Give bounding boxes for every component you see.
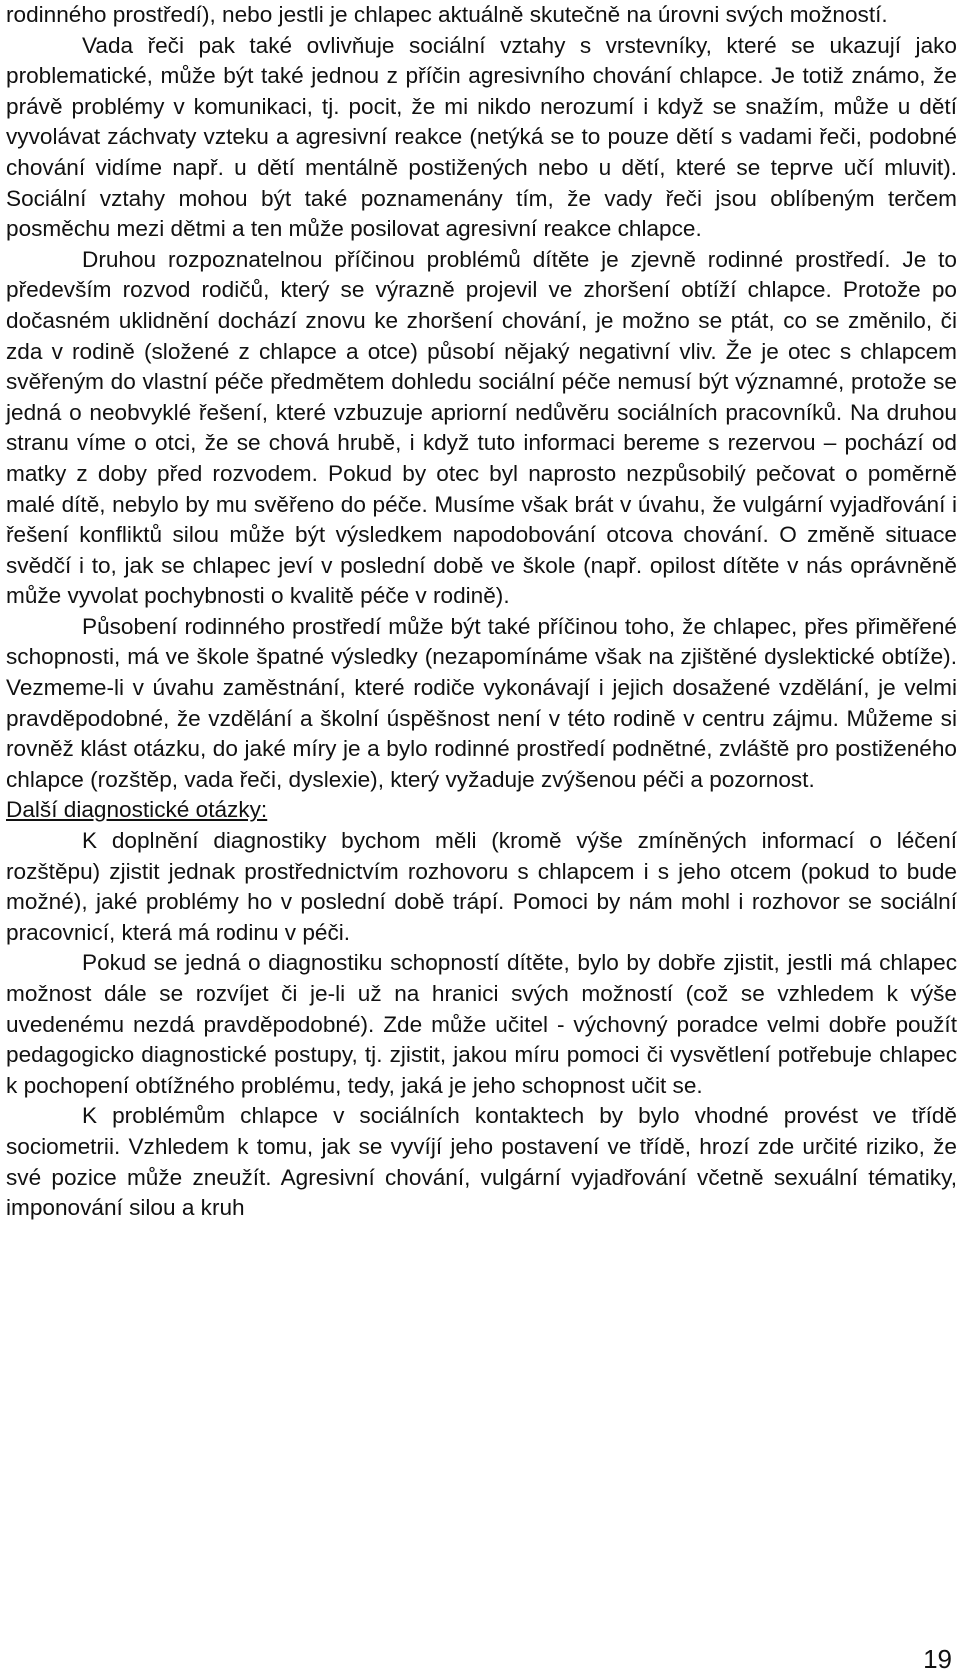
page-number: 19 — [923, 1644, 952, 1674]
paragraph: rodinného prostředí), nebo jestli je chlapec aktuálně skutečně na úrovni svých možností. — [6, 2, 888, 27]
paragraph: Druhou rozpoznatelnou příčinou problémů dítěte je zjevně rodinné prostředí. Je to především rozvod rodičů, který se výrazně projevil ve zhoršení obtíží chlapce. Protože po dočasném uklidnění dochází znovu ke zhoršení chování, je možno se ptát, co se změnilo, či zda v rodině (složené z chlapce a otce) působí nějaký negativní vliv. Že je otec s chlapcem svěřeným do vlastní péče předmětem dohledu sociální péče nemusí být významné, protože se jedná o neobvyklé řešení, které vzbuzuje apriorní nedůvěru sociálních pracovníků. Na druhou stranu víme o otci, že se chová hrubě, i když tuto informaci bereme s rezervou – pochází od matky z doby před rozvodem. Pokud by otec byl naprosto nezpůsobilý pečovat o poměrně malé dítě, nebylo by mu svěřeno do péče. Musíme však brát v úvahu, že vulgární vyjadřování i řešení konfliktů silou může být výsledkem napodobování otcova chování. O změně situace svědčí i to, jak se chlapec jeví v poslední době ve škole (např. opilost dítěte v nás oprávněně může vyvolat pochybnosti o kvalitě péče v rodině). — [6, 246, 957, 609]
paragraph: Pokud se jedná o diagnostiku schopností dítěte, bylo by dobře zjistit, jestli má chlapec možnost dále se rozvíjet či je-li už na hranici svých možností (což se vzhledem k výše uvedenému nezdá pravděpodobné). Zde může učitel - výchovný poradce velmi dobře použít pedagogicko diagnostické postupy, tj. zjistit, jakou míru pomoci či vysvětlení potřebuje chlapec k pochopení obtížného problému, tedy, jaká je jeho schopnost učit se. — [6, 950, 957, 1098]
paragraph: Působení rodinného prostředí může být také příčinou toho, že chlapec, přes přiměřené schopnosti, má ve škole špatné výsledky (nezapomínáme však na zjištěné dyslektické obtíže). Vezmeme-li v úvahu zaměstnání, které rodiče vykonávají i jejich dosažené vzdělání, je velmi pravděpodobné, že vzdělání a školní úspěšnost není v této rodině v centru zájmu. Můžeme si rovněž klást otázku, do jaké míry je a bylo rodinné prostředí podnětné, zvláště pro postiženého chlapce (rozštěp, vada řeči, dyslexie), který vyžaduje zvýšenou péči a pozornost. — [6, 613, 957, 792]
paragraph: Vada řeči pak také ovlivňuje sociální vztahy s vrstevníky, které se ukazují jako problematické, může být také jednou z příčin agresivního chování chlapce. Je totiž známo, že právě problémy v komunikaci, tj. pocit, že mi nikdo nerozumí i když se snažím, může u dětí vyvolávat záchvaty vzteku a agresivní reakce (netýká se to pouze dětí s vadami řeči, podobné chování vidíme např. u dětí mentálně postižených nebo u dětí, které se teprve učí mluvit). Sociální vztahy mohou být také poznamenány tím, že vady řeči jsou oblíbeným terčem posměchu mezi dětmi a ten může posilovat agresivní reakce chlapce. — [6, 32, 957, 242]
paragraph: K problémům chlapce v sociálních kontaktech by bylo vhodné provést ve třídě sociometrii. Vzhledem k tomu, jak se vyvíjí jeho postavení ve třídě, hrozí zde určité riziko, že své pozice může zneužít. Agresivní chování, vulgární vyjadřování včetně sexuální tématiky, imponování silou a kruh — [6, 1103, 957, 1221]
paragraph: K doplnění diagnostiky bychom měli (kromě výše zmíněných informací o léčení rozštěpu) zjistit jednak prostřednictvím rozhovoru s chlapcem i s jeho otcem (pokud to bude možné), jaké problémy ho v poslední době trápí. Pomoci by nám mohl i rozhovor se sociální pracovnicí, která má rodinu v péči. — [6, 828, 957, 945]
section-heading: Další diagnostické otázky: — [6, 797, 268, 823]
document-page — [6, 0, 957, 1224]
